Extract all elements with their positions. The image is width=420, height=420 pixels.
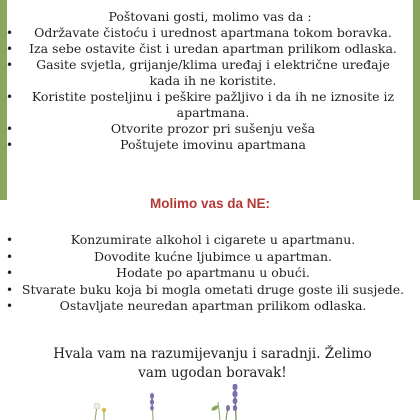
list-item: [0, 25, 420, 41]
rule-text: Otvorite prozor pri sušenju veša: [110, 121, 316, 136]
bullet-icon: •: [6, 299, 14, 313]
list-item: [0, 249, 420, 266]
rule-text: Poštujete imovinu apartmana: [120, 137, 306, 152]
list-item: [0, 232, 420, 249]
bullet-icon: •: [6, 282, 14, 297]
intro-heading: Poštovani gosti, molimo vas da :: [108, 9, 312, 24]
list-item: [0, 265, 420, 282]
rule-text: Dovodite kućne ljubimce u apartman.: [94, 248, 332, 264]
bullet-icon: •: [6, 138, 14, 152]
rules-do-list: [0, 25, 420, 153]
bullet-icon: •: [6, 122, 14, 136]
section-title: Molimo vas da NE:: [149, 196, 271, 211]
list-item: [0, 89, 420, 121]
closing-message: Hvala vam na razumijevanju i saradnji. Želimo vam ugodan boravak!: [53, 346, 372, 381]
list-item: [0, 137, 420, 153]
rule-text: Gasite svjetla, grijanje/klima uređaj i električne uređaje kada ih ne koristite.: [36, 57, 390, 88]
rule-text: Hodate po apartmanu u obući.: [116, 265, 310, 280]
rule-text: Održavate čistoću i urednost apartmana tokom boravka.: [34, 25, 392, 40]
rule-text: Konzumirate alkohol i cigarete u apartmanu.: [70, 232, 356, 247]
list-item: [0, 282, 420, 299]
white-flower-icon: [94, 403, 106, 420]
bullet-icon: •: [6, 42, 14, 56]
bullet-icon: •: [6, 249, 14, 264]
list-item: [0, 41, 420, 57]
bullet-icon: •: [6, 266, 14, 280]
tall-lavender-icon: [226, 384, 238, 420]
bullet-icon: •: [6, 58, 14, 72]
bullet-icon: •: [6, 90, 14, 104]
rules-dont-list: [0, 232, 420, 315]
rule-text: Stvarate buku koja bi mogla ometati druge goste ili susjede.: [21, 281, 405, 297]
leaf-icon: [211, 402, 220, 420]
list-item: [0, 57, 420, 89]
rule-text: Koristite posteljinu i peškire pažljivo i da ih ne iznosite iz apartmana.: [31, 89, 395, 120]
rule-text: Iza sebe ostavite čist i uredan apartman prilikom odlaska.: [29, 41, 397, 56]
rule-text: Ostavljate neuredan apartman prilikom odlaska.: [59, 298, 367, 313]
list-item: [0, 121, 420, 137]
lavender-sprig-icon: [150, 393, 154, 420]
bullet-icon: •: [6, 26, 14, 40]
floral-decoration: [60, 384, 360, 420]
bullet-icon: •: [6, 233, 14, 247]
list-item: [0, 298, 420, 315]
